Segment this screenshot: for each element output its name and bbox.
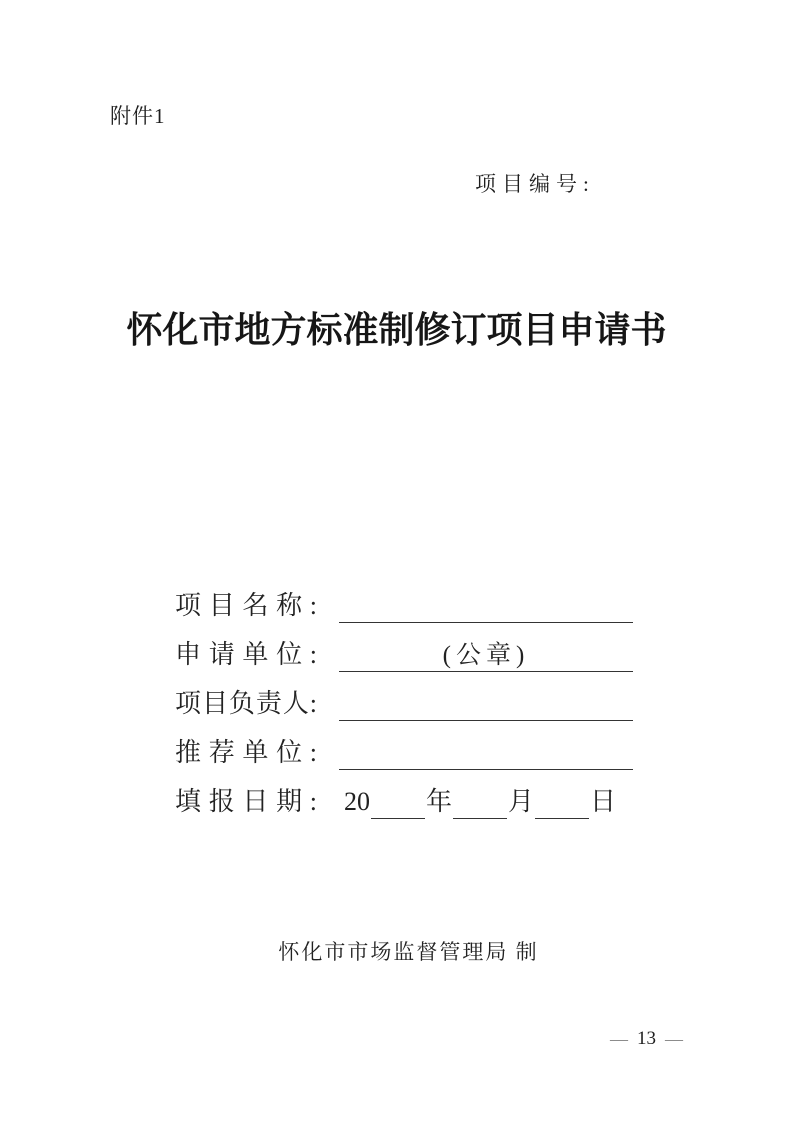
project-number-label: 项目编号: — [475, 172, 595, 196]
page-number: 13 — [637, 1028, 656, 1049]
year-prefix: 20 — [344, 787, 370, 817]
day-suffix: 日 — [590, 787, 617, 817]
recommending-unit-blank-line — [339, 734, 633, 770]
form-row-applicant-unit — [175, 623, 633, 672]
form-row-project-leader — [175, 672, 633, 721]
month-suffix: 月 — [508, 787, 535, 817]
project-leader-label: 项目负责人: — [175, 689, 317, 719]
recommending-unit-label: 推荐单位: — [175, 738, 317, 768]
project-name-blank-line — [339, 587, 633, 623]
official-seal-hint: (公章) — [442, 642, 530, 670]
application-form-fields — [175, 574, 633, 819]
form-row-recommending-unit — [175, 721, 633, 770]
form-row-fill-date — [175, 770, 633, 819]
month-blank-line — [453, 799, 507, 819]
fill-date-label: 填报日期: — [175, 787, 317, 817]
project-leader-blank-line — [339, 685, 633, 721]
document-title: 怀化市地方标准制修订项目申请书 — [126, 310, 667, 350]
page-number-footer — [610, 1028, 683, 1050]
year-blank-line — [371, 799, 425, 819]
day-blank-line — [535, 799, 589, 819]
fill-date-value — [343, 787, 633, 819]
issuing-agency-line: 怀化市市场监督管理局 制 — [278, 940, 539, 964]
form-row-project-name — [175, 574, 633, 623]
footer-dash-right: — — [665, 1029, 683, 1049]
attachment-label: 附件1 — [110, 104, 166, 128]
applicant-unit-blank-line — [339, 636, 633, 672]
applicant-unit-label: 申请单位: — [175, 640, 317, 670]
footer-dash-left: — — [610, 1029, 628, 1049]
year-suffix: 年 — [426, 787, 453, 817]
project-name-label: 项目名称: — [175, 591, 317, 621]
